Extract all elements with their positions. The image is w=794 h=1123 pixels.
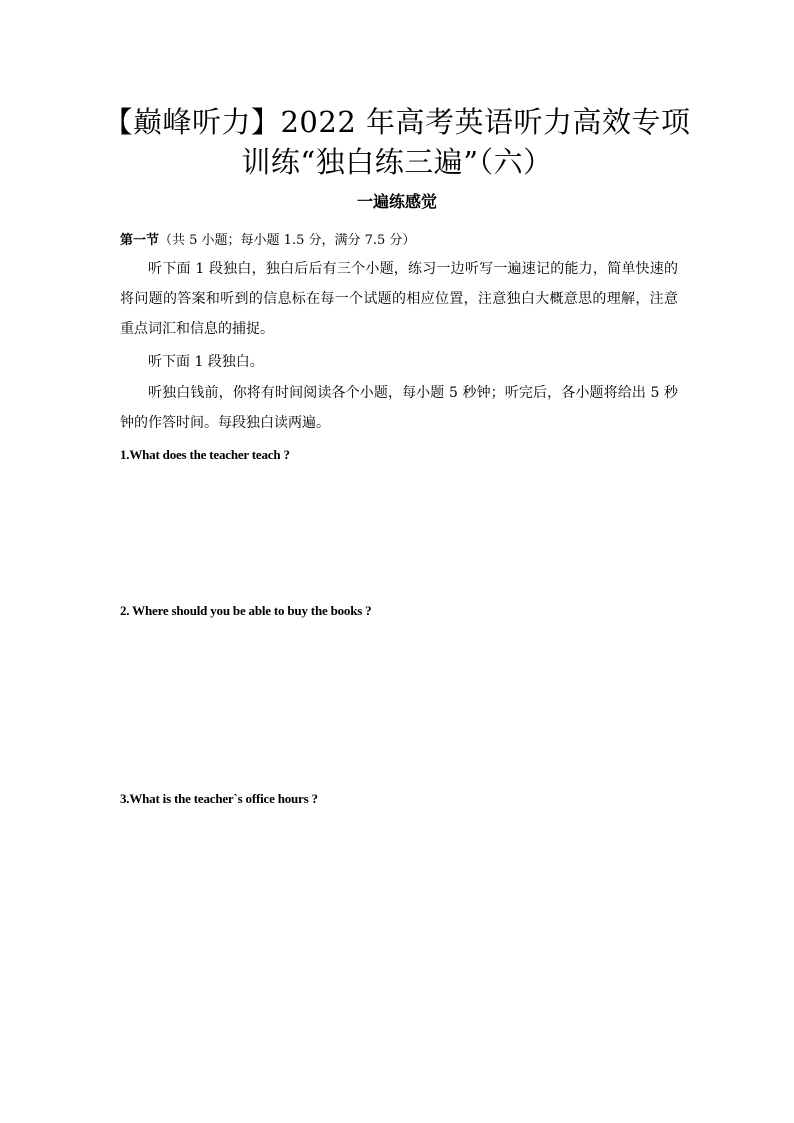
document-title-line-2: 训练“独白练三遍”（六）: [241, 145, 553, 179]
section-label: 第一节: [120, 233, 160, 248]
instruction-paragraph: 听下面 1 段独白，独白后后有三个小题，练习一边听写一遍速记的能力，简单快速的将问题的答案和听到的信息标在每一个试题的相应位置，注意独白大概意思的理解，注意重点词汇和信息的捕捉。: [120, 261, 678, 337]
document-title-line-1: 【巅峰听力】2022 年高考英语听力高效专项: [103, 105, 691, 139]
question-2: 2. Where should you be able to buy the books ?: [120, 603, 372, 618]
instruction-paragraph: 听下面 1 段独白。: [148, 354, 264, 370]
question-1: 1.What does the teacher teach ?: [120, 447, 290, 462]
instruction-paragraph: 听独白钱前，你将有时间阅读各个小题，每小题 5 秒钟；听完后，各小题将给出 5 秒钟的作答时间。每段独白读两遍。: [120, 385, 678, 431]
section-subtitle: 一遍练感觉: [356, 192, 437, 211]
question-3: 3.What is the teacher`s office hours ?: [120, 791, 318, 806]
section-detail: （共 5 小题；每小题 1.5 分，满分 7.5 分）: [159, 233, 416, 248]
section-heading: [120, 229, 415, 248]
